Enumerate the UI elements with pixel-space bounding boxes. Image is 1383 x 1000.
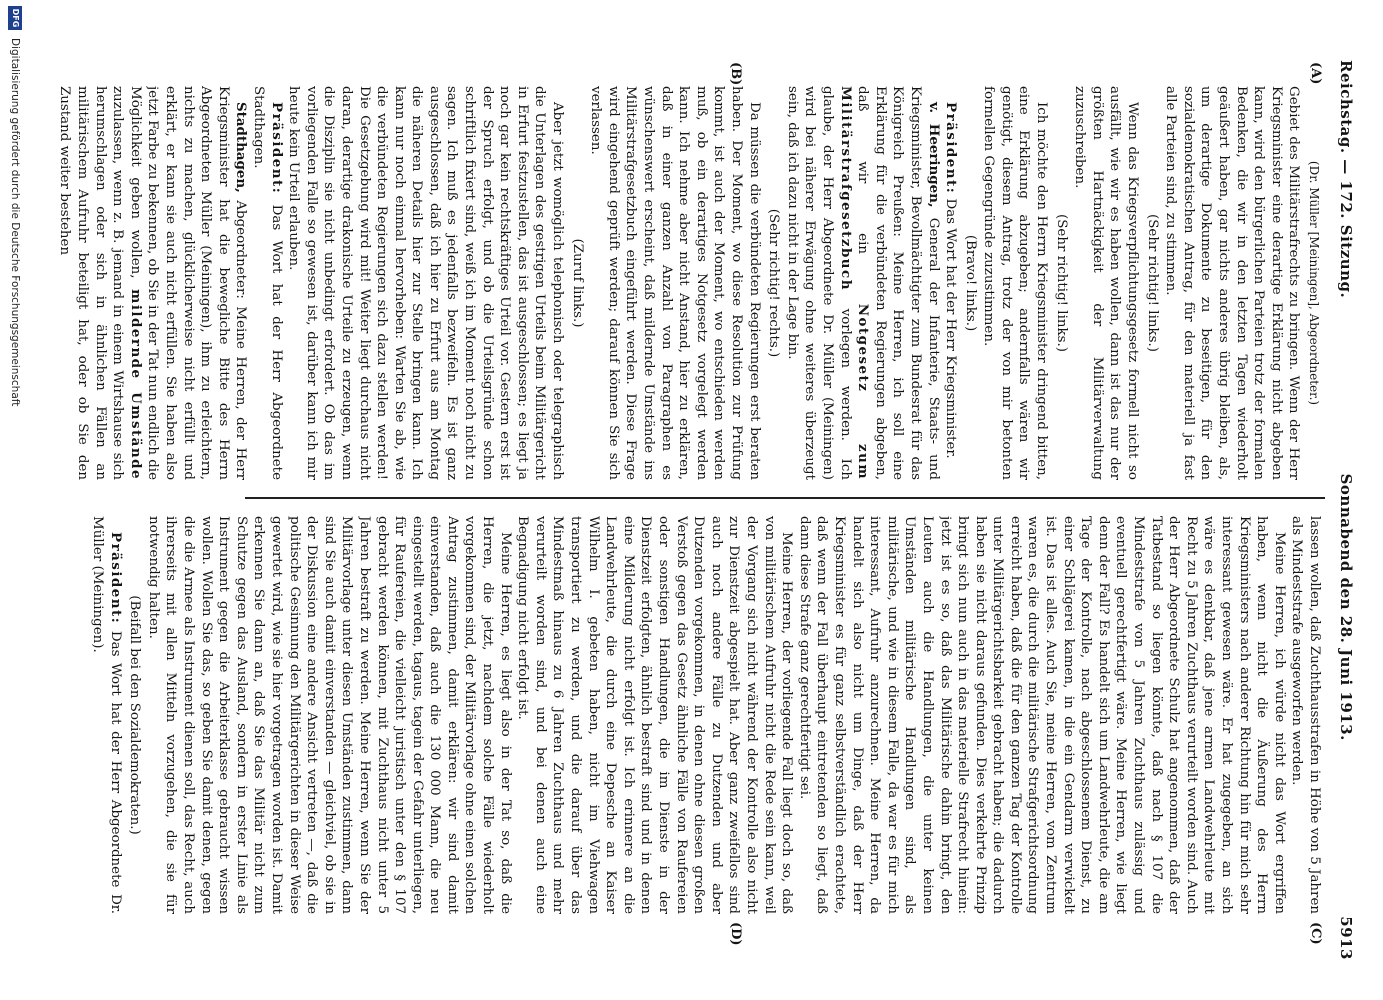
speaker-text: Das Wort hat der Herr Kriegsminister. — [943, 198, 959, 459]
digitization-credit-text: Digitalisierung gefördert durch die Deutsche Forschungsgemeinschaft — [9, 38, 21, 407]
digitization-credit — [0, 0, 30, 1000]
emphasis-text: mildernde Umstände — [127, 289, 144, 480]
paragraph: Aber jetzt womöglich telephonisch oder telegraphisch die Unterlagen des gestrigen Urteils beim Militärgericht in Erfurt festzustellen, das ist ausgeschlossen; es liegt ja noch gar kein rechtskräftiges Urteil vor. Gestern erst ist der Spruch erfolgt, und ob die Urteilsgründe schon schriftlich fixiert sind, weiß ich im Moment noch nicht zu sagen. Ich muß es jedenfalls bezweifeln. Es ist ganz ausgeschlossen, daß ich hier zu Erfurt aus am Montag die näheren Details hier zur Stelle bringen kann. Ich kann nur noch einmal hervorheben: Warten Sie ab, wie die verbündeten Regierungen sich dazu stellen werden! Die Gesetzgebung wird mit! Weiter liegt durchaus nicht daran, derartige drakonische Urteile zu erzeugen, wenn die Disziplin sie nicht unbedingt erfordert. Ob das im vorliegenden Falle so gewesen ist, darüber kann ich mir heute kein Urteil erlauben. — [286, 86, 566, 480]
speaker-name: Stadthagen, — [233, 102, 250, 193]
emphasis-text: Notgesetz zum Militärstrafgesetzbuch — [837, 86, 872, 480]
interjection: (Sehr richtig! links.) — [1053, 214, 1069, 352]
column-divider — [245, 497, 1325, 499]
speaker-turn — [88, 516, 123, 914]
speaker-turn — [783, 86, 941, 480]
speaker-name: Präsident: — [943, 102, 960, 195]
margin-marker-b: (B) — [728, 62, 743, 86]
header-session: Reichstag. — 172. Sitzung. — [1337, 60, 1355, 299]
speaker-turn — [249, 86, 284, 480]
interjection: (Sehr richtig! rechts.) — [766, 208, 782, 358]
interjection: (Zuruf links.) — [569, 238, 585, 328]
paragraph: Meine Herren, der vorliegende Fall liegt doch so, daß von militärischem Aufruhr nicht die Rede sein kann, weil der Vorgang sich nicht während der Kontrolle also nicht zur Dienstzeit abgespielt hat. Aber ganz zweifellos sind auch noch andere Fälle zu Dutzenden und aber Dutzenden vorgekommen, in denen ohne diesen großen Verstoß gegen das Gesetz ähnliche Fälle von Raufereien oder sonstigen Handlungen, die im Dienste in der Dienstzeit erfolgten, ähnlich bestraft sind und in denen eine Milderung nicht erfolgt ist. Ich erinnere an die Landwehrleute, die durch eine Depesche an Kaiser Wilhelm I. gebeten haben, nicht im Viehwagen transportiert zu werden, und die darauf über das Mindestmaß hinaus zu 6 Jahren Zuchthaus und mehr verurteilt worden sind, und bei denen auch eine Begnadigung nicht erfolgt ist. — [515, 516, 795, 914]
speaker-turn — [56, 86, 250, 480]
header-date: Sonnabend den 28. Juni 1913. — [1337, 473, 1355, 741]
header-page-number: 5913 — [1337, 916, 1355, 960]
speaker-text: Das Wort hat der Herr Abgeordnete Dr. Müller (Meiningen). — [90, 516, 123, 914]
speaker-text-continued: zuzulassen, wenn z. B. jemand in einem Wirtshause sich herumschlagen oder sich in ähnlichen Fällen an militärischem Aufruhr beteiligt hat, oder ob Sie den Zustand weiter bestehen — [57, 86, 126, 480]
interjection: (Bravo! links.) — [962, 234, 978, 332]
speaker-text: Abgeordneter: Meine Herren, der Herr Kriegsminister hat die bewegliche Bitte des Herrn Abgeordneten Müller (Meiningen), ihm zu erleichtern, nichts zu machen, glücklicherweise nicht erfüllt und erklärt, er kann sie auch nicht erfüllen. Sie haben also jetzt Farbe zu bekennen, ob Sie in der Tat nun endlich die Möglichkeit geben wollen, — [127, 86, 249, 480]
speaker-text-continued: vorlegen werden. Ich glaube, der Herr Abgeordnete Dr. Müller (Meiningen) wird bei näherer Erwägung ohne weiteres überzeugt sein, daß ich dazu nicht in der Lage bin. — [784, 86, 853, 480]
margin-marker-d: (D) — [728, 922, 743, 946]
speaker-continuation-note: (Dr. Müller [Meiningen], Abgeordneter.) — [1307, 160, 1321, 406]
paragraph: lassen wollen, daß Zuchthausstrafen in Höhe von 5 Jahren als Mindeststrafe ausgeworfen werden. — [1289, 516, 1322, 914]
speaker-name: Präsident: — [268, 102, 285, 195]
paragraph: Meine Herren, ich würde nicht das Wort ergriffen haben, wenn nicht die Äußerung des Herrn Kriegsministers nach anderer Richtung hin für mich sehr interessant gewesen wäre. Er hat zugegeben, an sich wäre es denkbar, daß jene armen Landwehrleute mit Recht zu 5 Jahren Zuchthaus verurteilt worden sind. Auch der Herr Abgeordnete Schulz hat angenommen, daß der Tatbestand so liegen könnte, daß nach § 107 die Mindeststrafe von 5 Jahren Zuchthaus zulässig und eventuell gerechtfertigt wäre. Meine Herren, wie liegt denn der Fall? Es handelt sich um Landwehrleute, die am Tage der Kontrolle, nach abgeschlossenem Dienst, zu einer Schlägerei kamen, in die ein Gendarm verwickelt ist. Das ist alles. Auch Sie, meine Herren, vom Zentrum waren es, die durch die militärische Strafgerichtsordnung erreicht haben, daß die für den ganzen Tag der Kontrolle unter Militärgerichtsbarkeit gebracht haben; die dadurch haben sie nicht daraus gefunden. Dies verkehrte Prinzip bringt sich nun auch in das materielle Strafrecht hinein: jetzt ist es so, daß das Militärische dahin bringt, den Leuten auch die Handlungen, die unter keinen Umständen militärische Handlungen sind, als militärische, und wie in diesem Falle, da war es für mich interessant, Aufruhr anzurechnen. Meine Herren, da handelt sich also nicht um Dinge, daß der Herr Kriegsminister es für ganz selbstverständlich erachtete, daß wenn der Fall überhaupt eintretenden so liegt, daß dann diese Strafe ganz gerechtfertigt sei. — [796, 516, 1287, 914]
margin-marker-a: (A) — [1308, 62, 1323, 85]
right-column — [53, 516, 1323, 914]
page-header — [1331, 60, 1355, 960]
speaker-text: Das Wort hat der Herr Abgeordnete Stadthagen. — [250, 86, 284, 480]
speaker-turn — [942, 86, 960, 480]
left-column — [53, 86, 1323, 480]
speaker-text: General der Infanterie, Staats- und Kriegsminister, Bevollmächtigter zum Bundesrat für das Königreich Preußen: Meine Herren, ich soll eine Erklärung für die verbündeten Regierungen abgeben, daß wir ein — [855, 86, 941, 480]
interjection: (Sehr richtig! links.) — [1144, 214, 1160, 352]
paragraph: Wenn das Kriegsverpflichtungsgesetz formell nicht so ausfällt, wie wir es haben wollen, dann ist das nur der größten Hartnäckigkeit der Militärverwaltung zuzuschreiben. — [1072, 86, 1141, 480]
speaker-name: v. Heeringen, — [925, 102, 942, 208]
paragraph: Gebiet des Militärstrafrechts zu bringen. Wenn der Herr Kriegsminister eine derartige Erklärung nicht abgeben kann, wird den bürgerlichen Parteien trotz der formalen Bedenken, die wir in den letzten Tagen wiederholt geäußert haben, gar nichts anderes übrig bleiben, als, um derartige Dokumente zu beseitigen, für den sozialdemokratischen Antrag, für den materiell ja fast alle Parteien sind, zu stimmen. — [1163, 86, 1302, 480]
paragraph: Da müssen die verbündeten Regierungen erst beraten haben. Der Moment, wo diese Resolution zur Prüfung kommt, ist auch der Moment, wo entschieden werden muß, ob ein derartiges Notgesetz vorgelegt werden kann. Ich nehme aber nicht Anstand, hier zu erklären, daß in einer ganzen Anzahl von Paragraphen es wünschenswert erscheint, daß mildernde Umstände ins Militärstrafgesetzbuch eingeführt werden. Diese Frage wird eingehend geprüft werden; darauf können Sie sich verlassen. — [588, 86, 762, 480]
paragraph: Ich möchte den Herrn Kriegsminister dringend bitten, eine Erklärung abzugeben; andernfalls wären wir genötigt, diesem Antrag, trotz der von mir betonten formellen Gegengründe zuzustimmen. — [981, 86, 1050, 480]
speaker-name: Präsident: — [107, 532, 124, 625]
paragraph: Meine Herren, es liegt also in der Tat so, daß die Herren, die jetzt, nachdem solche Fälle wiederholt vorgekommen sind, der Militärvorlage ohne einen solchen Antrag zustimmen, damit erklären: wir sind damit einverstanden, daß auch die 130 000 Mann, die neu eingestellt werden, tagaus, tagein der Gefahr unterliegen, für Raufereien, die vielleicht juristisch unter den § 107 gebracht werden können, mit Zuchthaus nicht unter 5 Jahren bestraft zu werden. Meine Herren, wenn Sie der Militärvorlage unter diesen Umständen zustimmen, dann sind Sie auch damit einverstanden — gleichviel, ob sie in der Diskussion eine andere Ansicht vertreten —, daß die politische Gesinnung den Militärgerichten in dieser Weise gewertet wird, wie sie hier vorgetragen worden ist. Damit erkennen Sie dann an, daß Sie das Militär nicht zum Schutze gegen das Ausland, sondern in erster Linie als Instrument gegen die Arbeiterklasse gebraucht wissen wollen. Wollen Sie das, so geben Sie damit denen, gegen die die Armee als Instrument dienen soll, das Recht, auch ihrerseits mit allen Mitteln vorzugehen, die sie für notwendig halten. — [145, 516, 513, 914]
interjection: (Beifall bei den Sozialdemokraten.) — [127, 595, 143, 835]
margin-marker-c: (C) — [1308, 922, 1323, 945]
dfg-logo-icon: DFG — [8, 6, 22, 30]
